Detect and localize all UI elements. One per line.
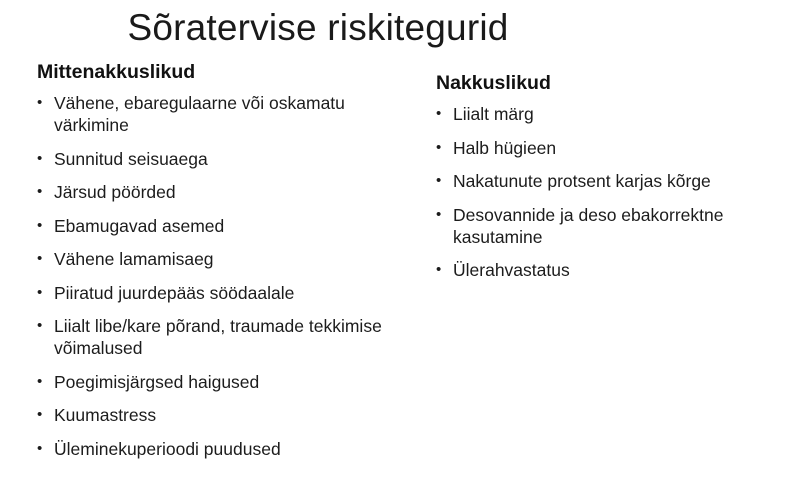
bullet-icon: •	[37, 439, 43, 457]
bullet-icon: •	[37, 216, 43, 234]
list-item	[37, 148, 417, 170]
list-item-text: Piiratud juurdepääs söödaalale	[54, 282, 295, 303]
bullet-icon: •	[37, 149, 43, 167]
list-item	[436, 137, 796, 159]
list-item-text: Kuumastress	[54, 405, 157, 425]
list-item	[37, 181, 417, 203]
infectious-column	[436, 69, 796, 293]
bullet-icon: •	[37, 94, 43, 111]
list-item-text: Ülerahvastatus	[453, 260, 570, 280]
list-item-text: Vähene, ebaregulaarne või oskamatu värkimine	[54, 93, 345, 135]
list-item	[37, 248, 417, 270]
bullet-icon: •	[37, 317, 43, 334]
bullet-icon: •	[37, 183, 43, 200]
infectious-heading: Nakkuslikud	[436, 72, 551, 94]
list-item	[436, 103, 796, 125]
non-infectious-heading: Mittenakkuslikud	[37, 61, 196, 83]
list-item-text: Desovannide ja deso ebakorrektne kasutamine	[453, 204, 724, 247]
slide-title: Sõratervise riskitegurid	[127, 7, 509, 48]
list-item	[37, 315, 417, 359]
list-item	[37, 215, 417, 237]
list-item	[37, 371, 417, 393]
non-infectious-list	[37, 92, 417, 460]
list-item-text: Vähene lamamisaeg	[54, 249, 214, 269]
bullet-icon: •	[436, 261, 442, 278]
list-item	[37, 404, 417, 426]
list-item-text: Üleminekuperioodi puudused	[54, 438, 281, 459]
bullet-icon: •	[436, 205, 442, 223]
bullet-icon: •	[436, 105, 442, 122]
bullet-icon: •	[436, 172, 442, 189]
bullet-icon: •	[37, 406, 43, 423]
list-item	[436, 259, 796, 281]
list-item	[37, 282, 417, 304]
list-item-text: Liialt libe/kare põrand, traumade tekkimise võimalused	[54, 316, 382, 358]
list-item-text: Järsud pöörded	[54, 182, 176, 202]
bullet-icon: •	[37, 283, 43, 301]
bullet-icon: •	[37, 250, 43, 267]
list-item	[436, 204, 796, 248]
list-item-text: Liialt märg	[453, 104, 534, 124]
list-item-text: Halb hügieen	[453, 137, 557, 158]
bullet-icon: •	[37, 372, 43, 390]
list-item-text: Poegimisjärgsed haigused	[54, 371, 260, 392]
infectious-list	[436, 103, 796, 281]
non-infectious-column	[37, 58, 417, 471]
list-item	[37, 438, 417, 460]
list-item-text: Sunnitud seisuaega	[54, 148, 208, 169]
list-item-text: Nakatunute protsent karjas kõrge	[453, 171, 711, 191]
list-item	[436, 170, 796, 192]
list-item-text: Ebamugavad asemed	[54, 215, 225, 236]
list-item	[37, 92, 417, 136]
bullet-icon: •	[436, 138, 442, 156]
